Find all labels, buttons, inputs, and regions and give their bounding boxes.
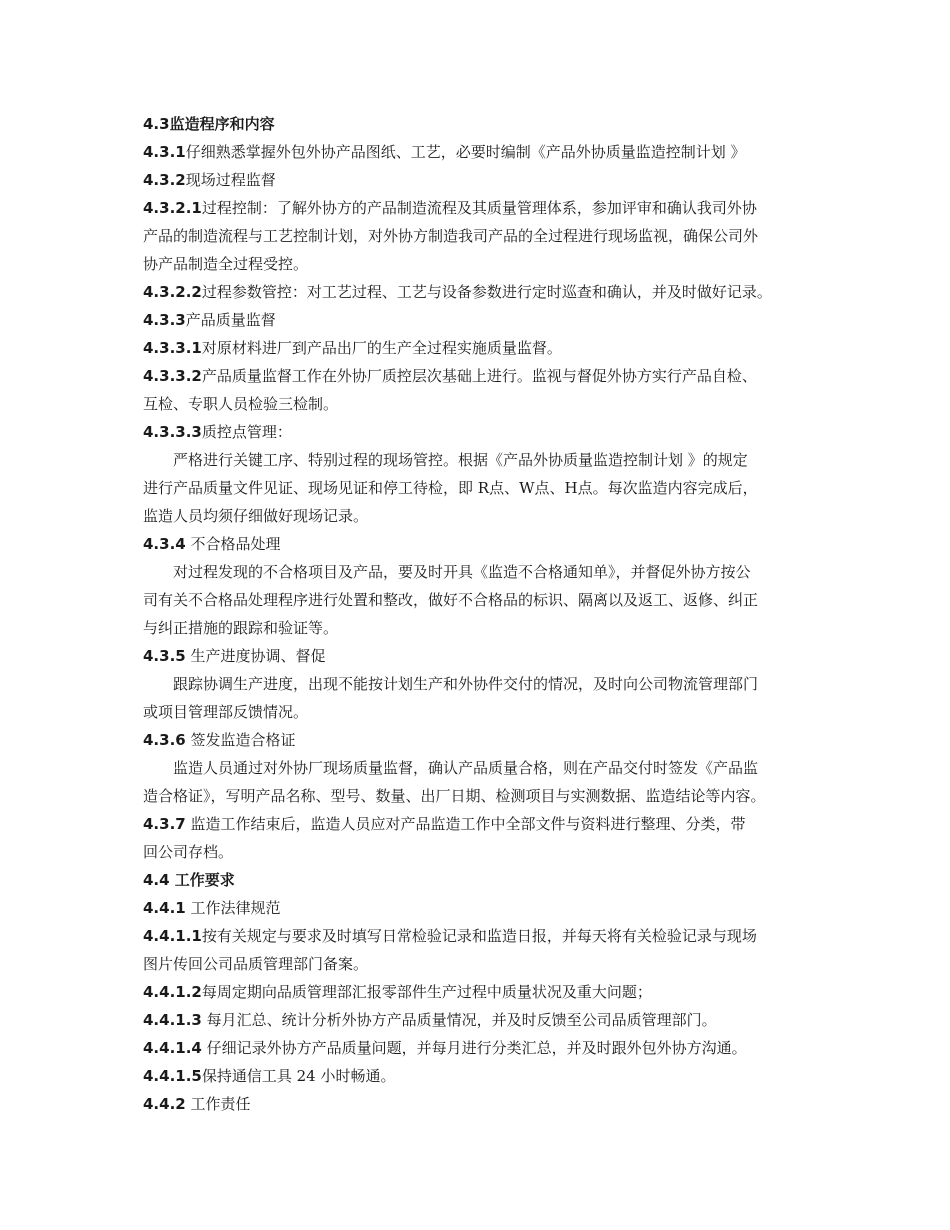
clause-number: 4.3.4 [143,535,186,553]
text-line [143,702,308,722]
clause-number: 4.3.3.1 [143,339,202,357]
text-line [143,254,308,274]
clause-text: 对原材料进厂到产品出厂的生产全过程实施质量监督。 [201,339,562,357]
clause-text: 按有关规定与要求及时填写日常检验记录和监造日报，并每天将有关检验记录与现场 [201,927,757,945]
clause-number: 4.3.1 [143,143,186,161]
clause-text: 监造人员均须仔细做好现场记录。 [143,507,369,525]
clause-line [143,1010,717,1030]
clause-line [143,142,746,162]
clause-line [143,730,296,750]
clause-text: 过程参数管控：对工艺过程、工艺与设备参数进行定时巡查和确认，并及时做好记录。 [201,283,772,301]
clause-text: 图片传回公司品质管理部门备案。 [143,955,369,973]
clause-text: 对过程发现的不合格项目及产品，要及时开具《监造不合格通知单》，并督促外协方按公 [173,563,751,581]
clause-text: 监造程序和内容 [169,115,275,133]
clause-number: 4.3 [143,115,170,133]
clause-text: 每月汇总、统计分析外协方产品质量情况，并及时反馈至公司品质管理部门。 [201,1011,717,1029]
text-line [143,394,338,414]
clause-text: 或项目管理部反馈情况。 [143,703,309,721]
paragraph-line [173,674,758,694]
clause-number: 4.4.1.1 [143,927,202,945]
clause-text: 保持通信工具 24 小时畅通。 [201,1067,396,1085]
clause-line [143,310,276,330]
clause-number: 4.4.1.5 [143,1067,202,1085]
clause-number: 4.3.6 [143,731,186,749]
clause-line [143,1038,747,1058]
section-heading [143,870,235,890]
clause-line [143,1094,251,1114]
clause-line [143,982,652,1002]
clause-number: 4.4.1.2 [143,983,202,1001]
clause-text: 产品的制造流程与工艺控制计划，对外协方制造我司产品的全过程进行现场监视，确保公司外 [143,227,759,245]
clause-text: 生产进度协调、督促 [185,647,326,665]
clause-number: 4.4.2 [143,1095,186,1113]
text-line [143,506,368,526]
clause-number: 4.3.7 [143,815,186,833]
text-line [143,590,758,610]
clause-text: 质控点管理： [201,423,292,441]
clause-text: 回公司存档。 [143,843,234,861]
clause-text: 监造人员通过对外协厂现场质量监督，确认产品质量合格，则在产品交付时签发《产品监 [173,759,759,777]
clause-number: 4.3.3.3 [143,423,202,441]
clause-text: 监造工作结束后，监造人员应对产品监造工作中全部文件与资料进行整理、分类，带 [185,815,746,833]
paragraph-line [173,758,758,778]
clause-text: 跟踪协调生产进度，出现不能按计划生产和外协件交付的情况，及时向公司物流管理部门 [173,675,759,693]
clause-text: 互检、专职人员检验三检制。 [143,395,339,413]
clause-number: 4.3.3.2 [143,367,202,385]
clause-line [143,814,746,834]
clause-number: 4.3.3 [143,311,186,329]
clause-text: 不合格品处理 [185,535,281,553]
text-line [143,786,766,806]
clause-text: 产品质量监督 [185,311,276,329]
clause-text: 进行产品质量文件见证、现场见证和停工待检，即 R点、W点、H点。每次监造内容完成后， [143,479,758,497]
clause-text: 签发监造合格证 [185,731,296,749]
clause-text: 工作法律规范 [185,899,281,917]
text-line [143,618,338,638]
clause-line [143,646,326,666]
clause-line [143,1066,395,1086]
clause-number: 4.3.5 [143,647,186,665]
clause-text: 仔细熟悉掌握外包外协产品图纸、工艺，必要时编制《产品外协质量监造控制计划 》 [185,143,746,161]
clause-number: 4.3.2.1 [143,199,202,217]
paragraph-line [173,562,751,582]
clause-line [143,422,292,442]
clause-text: 严格进行关键工序、特别过程的现场管控。根据《产品外协质量监造控制计划 》的规定 [173,451,748,469]
clause-number: 4.4.1.3 [143,1011,202,1029]
clause-line [143,170,276,190]
clause-number: 4.3.2.2 [143,283,202,301]
clause-line [143,366,757,386]
clause-number: 4.3.2 [143,171,186,189]
clause-text: 工作责任 [185,1095,251,1113]
clause-line [143,338,562,358]
text-line [143,478,758,498]
clause-text: 协产品制造全过程受控。 [143,255,309,273]
clause-text: 造合格证》，写明产品名称、型号、数量、出厂日期、检测项目与实测数据、监造结论等内容。 [143,787,766,805]
clause-text: 工作要求 [169,871,235,889]
text-line [143,226,758,246]
clause-text: 现场过程监督 [185,171,276,189]
section-heading [143,114,275,134]
paragraph-line [173,450,748,470]
text-line [143,954,368,974]
clause-text: 与纠正措施的跟踪和验证等。 [143,619,339,637]
clause-line [143,198,757,218]
clause-text: 仔细记录外协方产品质量问题，并每月进行分类汇总，并及时跟外包外协方沟通。 [201,1039,747,1057]
clause-text: 产品质量监督工作在外协厂质控层次基础上进行。监视与督促外协方实行产品自检、 [201,367,757,385]
clause-line [143,534,281,554]
clause-number: 4.4.1.4 [143,1039,202,1057]
clause-text: 过程控制：了解外协方的产品制造流程及其质量管理体系，参加评审和确认我司外协 [201,199,757,217]
clause-line [143,282,772,302]
text-line [143,842,233,862]
clause-text: 司有关不合格品处理程序进行处置和整改，做好不合格品的标识、隔离以及返工、返修、纠正 [143,591,759,609]
clause-number: 4.4.1 [143,899,186,917]
clause-line [143,898,281,918]
clause-number: 4.4 [143,871,170,889]
clause-line [143,926,757,946]
clause-text: 每周定期向品质管理部汇报零部件生产过程中质量状况及重大问题； [201,983,652,1001]
